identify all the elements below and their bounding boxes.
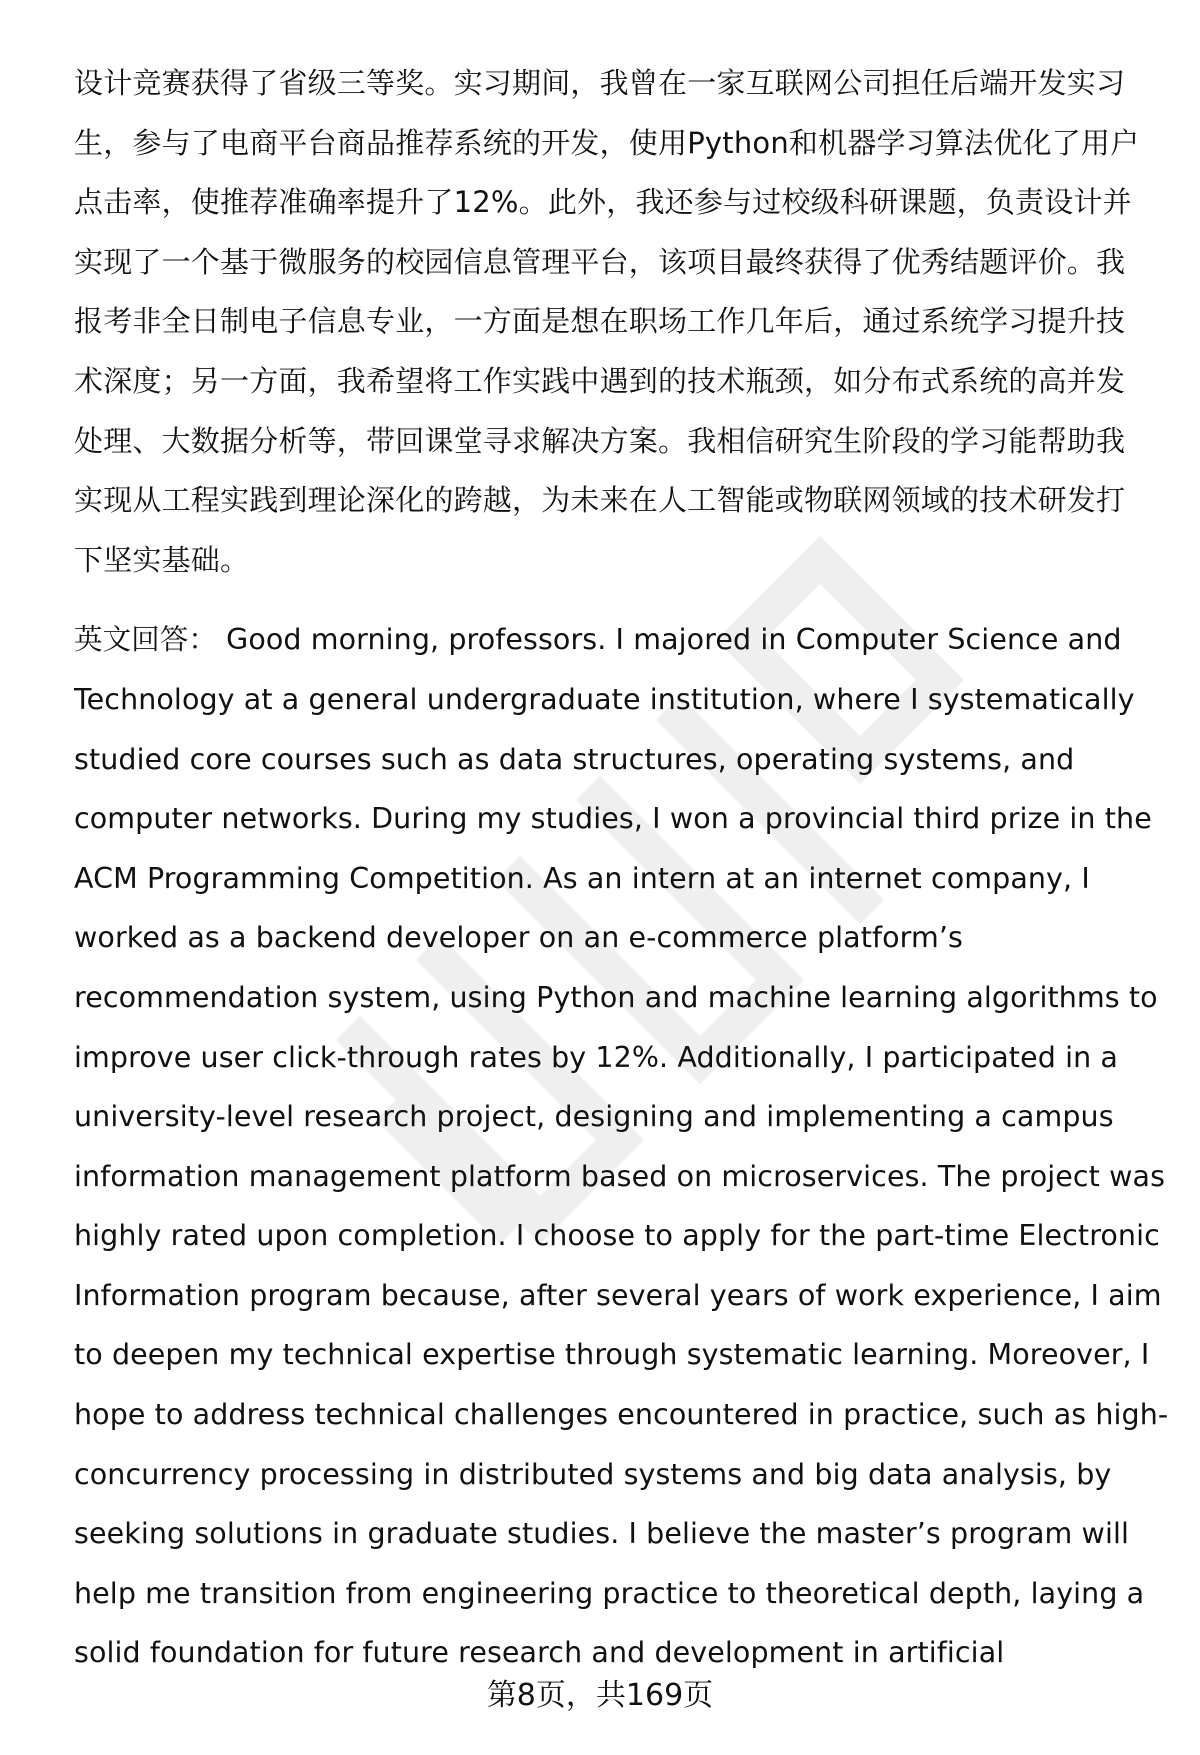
paragraph-gap — [74, 590, 1154, 610]
text-line: 点击率，使推荐准确率提升了12%。此外，我还参与过校级科研课题，负责设计并 — [74, 185, 1132, 220]
text-line: to deepen my technical expertise through systematic learning. Moreover, I — [74, 1338, 1150, 1372]
english-answer-paragraph — [74, 610, 1169, 1683]
text-line: 实现了一个基于微服务的校园信息管理平台，该项目最终获得了优秀结题评价。我 — [74, 244, 1126, 279]
chinese-answer-paragraph — [74, 54, 1154, 590]
text-line: concurrency processing in distributed systems and big data analysis, by — [74, 1457, 1112, 1491]
text-line: information management platform based on microservices. The project was — [74, 1159, 1166, 1193]
text-line: 报考非全日制电子信息专业，一方面是想在职场工作几年后，通过系统学习提升技 — [74, 304, 1126, 339]
text-line: highly rated upon completion. I choose to apply for the part-time Electronic — [74, 1219, 1160, 1253]
text-line: 生，参与了电商平台商品推荐系统的开发，使用Python和机器学习算法优化了用户 — [74, 125, 1140, 160]
text-line: university-level research project, designing and implementing a campus — [74, 1100, 1114, 1134]
text-line: studied core courses such as data structures, operating systems, and — [74, 742, 1075, 776]
text-line: 处理、大数据分析等，带回课堂寻求解决方案。我相信研究生阶段的学习能帮助我 — [74, 423, 1126, 458]
text-line: worked as a backend developer on an e-commerce platform’s — [74, 921, 963, 955]
text-line: 下坚实基础。 — [74, 542, 250, 577]
text-line: ACM Programming Competition. As an intern at an internet company, I — [74, 861, 1090, 895]
text-line: Technology at a general undergraduate institution, where I systematically — [74, 682, 1135, 716]
text-line: solid foundation for future research and development in artificial — [74, 1636, 1005, 1670]
page-number-footer: 第8页，共169页 — [486, 1678, 714, 1713]
text-line: help me transition from engineering practice to theoretical depth, laying a — [74, 1576, 1145, 1610]
text-line: 设计竞赛获得了省级三等奖。实习期间，我曾在一家互联网公司担任后端开发实习 — [74, 66, 1126, 100]
text-line: hope to address technical challenges encountered in practice, such as high- — [74, 1398, 1169, 1432]
text-line: 英文回答： Good morning, professors. I majored in Computer Science and — [74, 623, 1122, 657]
text-line: Information program because, after several years of work experience, I aim — [74, 1278, 1162, 1312]
text-line: seeking solutions in graduate studies. I believe the master’s program will — [74, 1517, 1130, 1551]
text-line: improve user click-through rates by 12%. Additionally, I participated in a — [74, 1040, 1118, 1074]
document-body — [74, 54, 1169, 1683]
text-line: recommendation system, using Python and machine learning algorithms to — [74, 980, 1158, 1014]
text-line: 实现从工程实践到理论深化的跨越，为未来在人工智能或物联网领域的技术研发打 — [74, 483, 1126, 518]
text-line: 术深度；另一方面，我希望将工作实践中遇到的技术瓶颈，如分布式系统的高并发 — [74, 363, 1126, 398]
text-line: computer networks. During my studies, I won a provincial third prize in the — [74, 802, 1152, 836]
